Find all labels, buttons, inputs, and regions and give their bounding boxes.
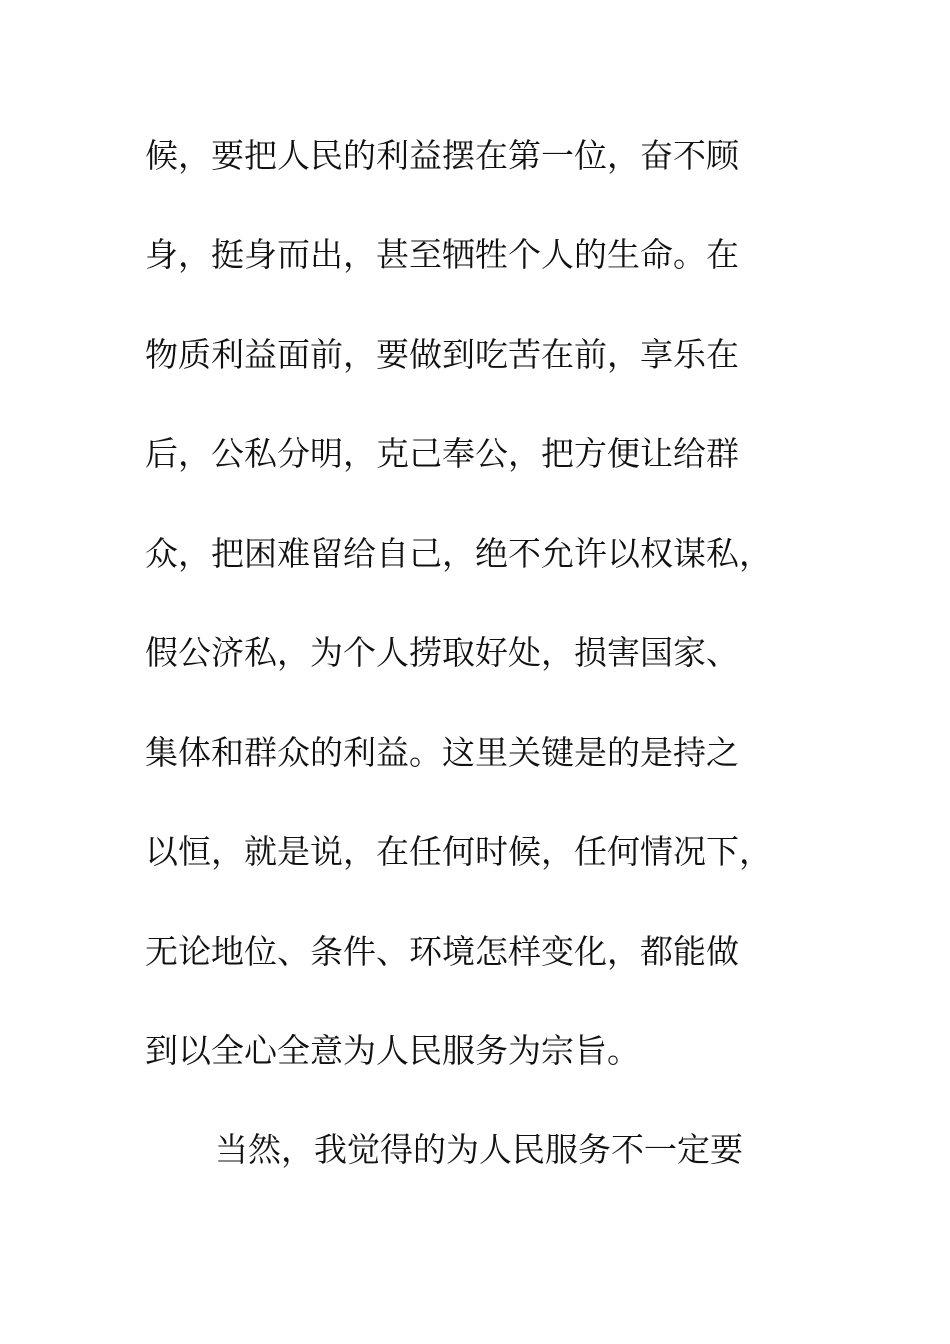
text-line: 集体和群众的利益。这里关键是的是持之 (145, 733, 739, 772)
text-line: 无论地位、条件、环境怎样变化，都能做 (145, 932, 739, 971)
text-line: 到以全心全意为人民服务为宗旨。 (145, 1031, 640, 1070)
paragraph-first-line: 当然，我觉得的为人民服务不一定要 (215, 1130, 743, 1169)
text-line: 候，要把人民的利益摆在第一位，奋不顾 (145, 136, 739, 175)
text-line: 后，公私分明，克己奉公，把方便让给群 (145, 434, 739, 473)
text-line: 假公济私，为个人捞取好处，损害国家、 (145, 633, 739, 672)
text-line: 众，把困难留给自己，绝不允许以权谋私， (145, 534, 772, 573)
text-line: 物质利益面前，要做到吃苦在前，享乐在 (145, 335, 739, 374)
text-line: 以恒，就是说，在任何时候，任何情况下， (145, 832, 772, 871)
text-line: 身，挺身而出，甚至牺牲个人的生命。在 (145, 235, 739, 274)
